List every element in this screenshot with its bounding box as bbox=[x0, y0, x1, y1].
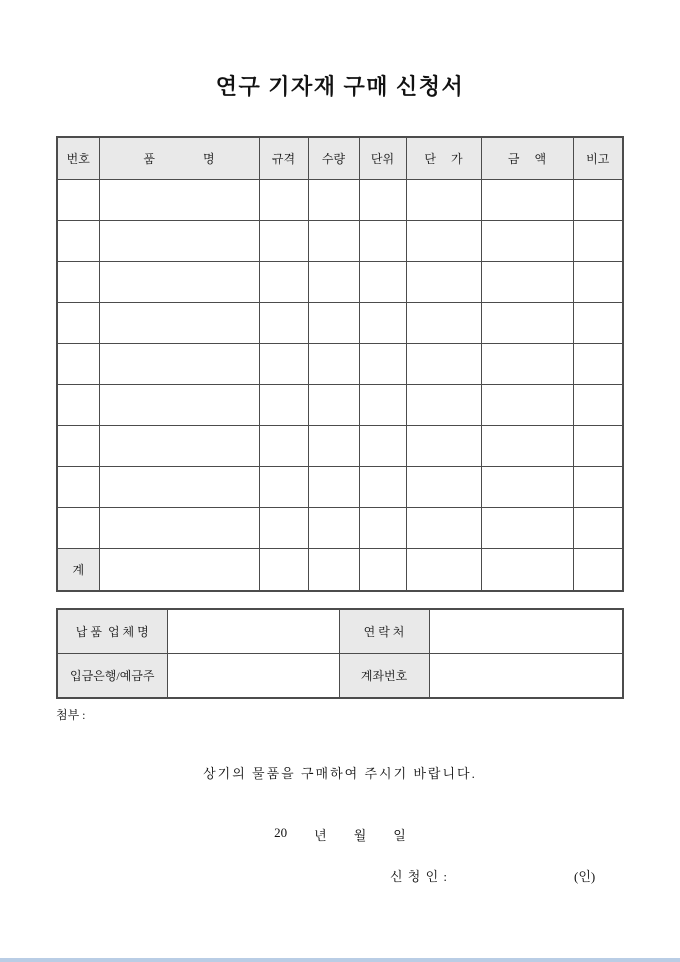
table-cell bbox=[99, 344, 259, 385]
column-header-unit-price: 단 가 bbox=[406, 137, 481, 180]
table-cell bbox=[259, 426, 308, 467]
table-cell bbox=[308, 426, 359, 467]
table-cell bbox=[573, 508, 623, 549]
table-cell bbox=[57, 303, 99, 344]
table-cell bbox=[573, 467, 623, 508]
table-cell bbox=[406, 262, 481, 303]
table-cell bbox=[99, 180, 259, 221]
total-unit-price-cell bbox=[406, 549, 481, 592]
deposit-bank-holder-value bbox=[167, 654, 339, 699]
table-cell bbox=[99, 426, 259, 467]
table-cell bbox=[359, 344, 406, 385]
date-day-label: 일 bbox=[393, 828, 406, 843]
table-cell bbox=[359, 426, 406, 467]
table-cell bbox=[481, 344, 573, 385]
table-row bbox=[57, 344, 623, 385]
table-cell bbox=[259, 385, 308, 426]
table-cell bbox=[481, 467, 573, 508]
table-cell bbox=[99, 385, 259, 426]
table-row bbox=[57, 426, 623, 467]
table-cell bbox=[57, 262, 99, 303]
table-cell bbox=[573, 303, 623, 344]
table-cell bbox=[406, 467, 481, 508]
table-cell bbox=[57, 426, 99, 467]
total-label-cell: 계 bbox=[57, 549, 99, 592]
applicant-label: 신 청 인 : bbox=[390, 869, 449, 884]
table-cell bbox=[308, 467, 359, 508]
table-cell bbox=[481, 180, 573, 221]
table-cell bbox=[308, 344, 359, 385]
table-cell bbox=[259, 467, 308, 508]
table-cell bbox=[406, 508, 481, 549]
column-header-number: 번호 bbox=[57, 137, 99, 180]
date-year-label: 년 bbox=[314, 828, 327, 843]
table-cell bbox=[308, 508, 359, 549]
table-row bbox=[57, 180, 623, 221]
table-cell bbox=[308, 303, 359, 344]
table-cell bbox=[481, 385, 573, 426]
date-month-label: 월 bbox=[353, 828, 367, 843]
table-cell bbox=[99, 467, 259, 508]
table-cell bbox=[573, 221, 623, 262]
table-cell bbox=[359, 303, 406, 344]
table-cell bbox=[57, 385, 99, 426]
items-table-body bbox=[57, 180, 623, 549]
table-cell bbox=[406, 426, 481, 467]
supplier-table bbox=[56, 608, 624, 699]
table-cell bbox=[406, 385, 481, 426]
column-header-unit: 단위 bbox=[359, 137, 406, 180]
table-row bbox=[57, 508, 623, 549]
items-table-header-row bbox=[57, 137, 623, 180]
table-row bbox=[57, 467, 623, 508]
table-cell bbox=[259, 180, 308, 221]
table-cell bbox=[57, 344, 99, 385]
total-row bbox=[57, 549, 623, 592]
table-row bbox=[57, 262, 623, 303]
table-cell bbox=[308, 385, 359, 426]
table-cell bbox=[99, 303, 259, 344]
column-header-quantity: 수량 bbox=[308, 137, 359, 180]
table-cell bbox=[359, 467, 406, 508]
contact-value bbox=[429, 609, 623, 654]
attachment-label: 첨부 : bbox=[56, 708, 86, 722]
table-cell bbox=[57, 180, 99, 221]
table-cell bbox=[359, 180, 406, 221]
table-cell bbox=[259, 262, 308, 303]
column-header-amount: 금 액 bbox=[481, 137, 573, 180]
supplier-name-label: 납 품 업 체 명 bbox=[57, 609, 167, 654]
seal-placeholder: (인) bbox=[574, 869, 596, 884]
total-quantity-cell bbox=[308, 549, 359, 592]
table-cell bbox=[308, 180, 359, 221]
table-row bbox=[57, 385, 623, 426]
purchase-statement: 상기의 물품을 구매하여 주시기 바랍니다. bbox=[203, 766, 477, 781]
table-cell bbox=[481, 262, 573, 303]
supplier-row-2 bbox=[57, 654, 623, 699]
supplier-row-1 bbox=[57, 609, 623, 654]
column-header-remarks: 비고 bbox=[573, 137, 623, 180]
date-year-prefix: 20 bbox=[274, 825, 288, 840]
table-cell bbox=[359, 262, 406, 303]
table-cell bbox=[259, 221, 308, 262]
column-header-spec: 규격 bbox=[259, 137, 308, 180]
table-cell bbox=[259, 303, 308, 344]
table-cell bbox=[406, 303, 481, 344]
supplier-name-value bbox=[167, 609, 339, 654]
table-cell bbox=[57, 221, 99, 262]
total-item-name-cell bbox=[99, 549, 259, 592]
table-cell bbox=[259, 508, 308, 549]
table-row bbox=[57, 221, 623, 262]
table-cell bbox=[573, 385, 623, 426]
contact-label: 연 락 처 bbox=[339, 609, 429, 654]
total-unit-cell bbox=[359, 549, 406, 592]
window-bottom-edge bbox=[0, 958, 680, 962]
table-cell bbox=[99, 221, 259, 262]
date-line bbox=[0, 825, 680, 844]
account-number-label: 계좌번호 bbox=[339, 654, 429, 699]
table-cell bbox=[573, 344, 623, 385]
table-cell bbox=[573, 426, 623, 467]
table-cell bbox=[57, 467, 99, 508]
table-cell bbox=[359, 508, 406, 549]
items-table bbox=[56, 136, 624, 592]
table-cell bbox=[259, 344, 308, 385]
table-cell bbox=[481, 303, 573, 344]
table-row bbox=[57, 303, 623, 344]
table-cell bbox=[99, 262, 259, 303]
table-cell bbox=[57, 508, 99, 549]
table-cell bbox=[308, 262, 359, 303]
table-cell bbox=[406, 180, 481, 221]
table-cell bbox=[573, 262, 623, 303]
table-cell bbox=[359, 221, 406, 262]
table-cell bbox=[481, 426, 573, 467]
total-amount-cell bbox=[481, 549, 573, 592]
column-header-item-name: 품 명 bbox=[99, 137, 259, 180]
total-remarks-cell bbox=[573, 549, 623, 592]
table-cell bbox=[481, 221, 573, 262]
table-cell bbox=[406, 221, 481, 262]
table-cell bbox=[406, 344, 481, 385]
table-cell bbox=[573, 180, 623, 221]
deposit-bank-holder-label: 입금은행/예금주 bbox=[57, 654, 167, 699]
table-cell bbox=[308, 221, 359, 262]
total-spec-cell bbox=[259, 549, 308, 592]
table-cell bbox=[481, 508, 573, 549]
form-title: 연구 기자재 구매 신청서 bbox=[215, 74, 465, 99]
table-cell bbox=[359, 385, 406, 426]
account-number-value bbox=[429, 654, 623, 699]
table-cell bbox=[99, 508, 259, 549]
